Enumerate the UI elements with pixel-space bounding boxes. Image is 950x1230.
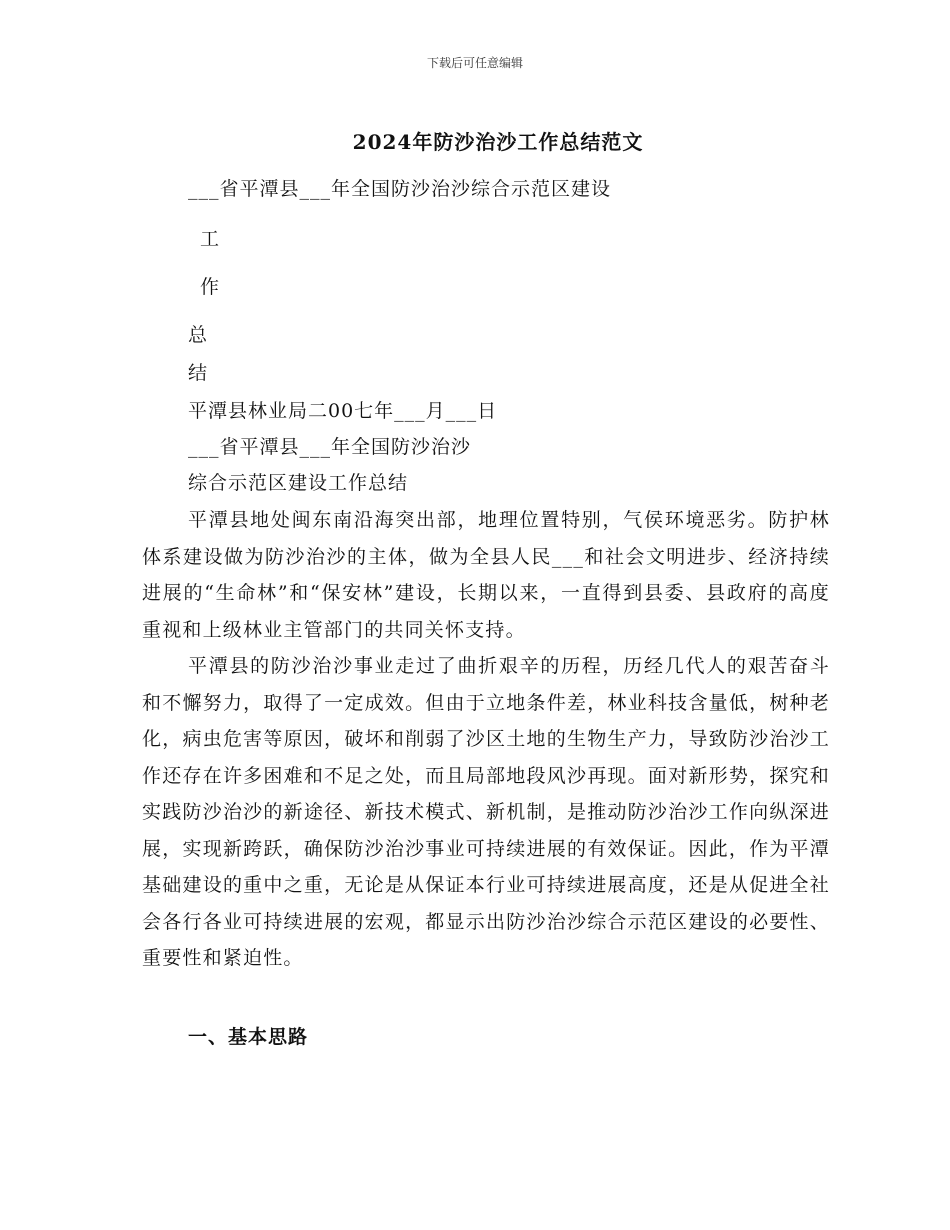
- vertical-char-zuo: 作: [200, 276, 221, 298]
- section-heading: 一、基本思路: [188, 1026, 309, 1048]
- document-title: 2024年防沙治沙工作总结范文: [352, 130, 644, 154]
- vertical-char-jie: 结: [188, 362, 209, 384]
- body-text: [142, 502, 830, 977]
- vertical-char-gong: 工: [200, 228, 221, 250]
- paragraph: 平潭县的防沙治沙事业走过了曲折艰辛的历程，历经几代人的艰苦奋斗和不懈努力，取得了一定成效。但由于立地条件差，林业科技含量低，树种老化，病虫危害等原因，破坏和削弱了沙区土地的生物生产力，导致防沙治沙工作还存在许多困难和不足之处，而且局部地段风沙再现。面对新形势，探究和实践防沙治沙的新途径、新技术模式、新机制，是推动防沙治沙工作向纵深进展，实现新跨跃，确保防沙治沙事业可持续进展的有效保证。因此，作为平潭基础建设的重中之重，无论是从保证本行业可持续进展高度，还是从促进全社会各行各业可持续进展的宏观，都显示出防沙治沙综合示范区建设的必要性、重要性和紧迫性。: [142, 655, 830, 969]
- subtitle-line: ___省平潭县___年全国防沙治沙综合示范区建设: [188, 178, 612, 200]
- header-note: 下载后可任意编辑: [426, 56, 523, 70]
- vertical-char-zong: 总: [188, 324, 209, 346]
- repeat-title-line-1: ___省平潭县___年全国防沙治沙: [188, 436, 472, 458]
- repeat-title-line-2: 综合示范区建设工作总结: [188, 472, 409, 494]
- issuer-date-line: 平潭县林业局二00七年___月___日: [188, 400, 498, 422]
- paragraph: 平潭县地处闽东南沿海突出部，地理位置特别，气侯环境恶劣。防护林体系建设做为防沙治沙的主体，做为全县人民___和社会文明进步、经济持续进展的“生命林”和“保安林”建设，长期以来，一直得到县委、县政府的高度重视和上级林业主管部门的共同关怀支持。: [142, 509, 830, 641]
